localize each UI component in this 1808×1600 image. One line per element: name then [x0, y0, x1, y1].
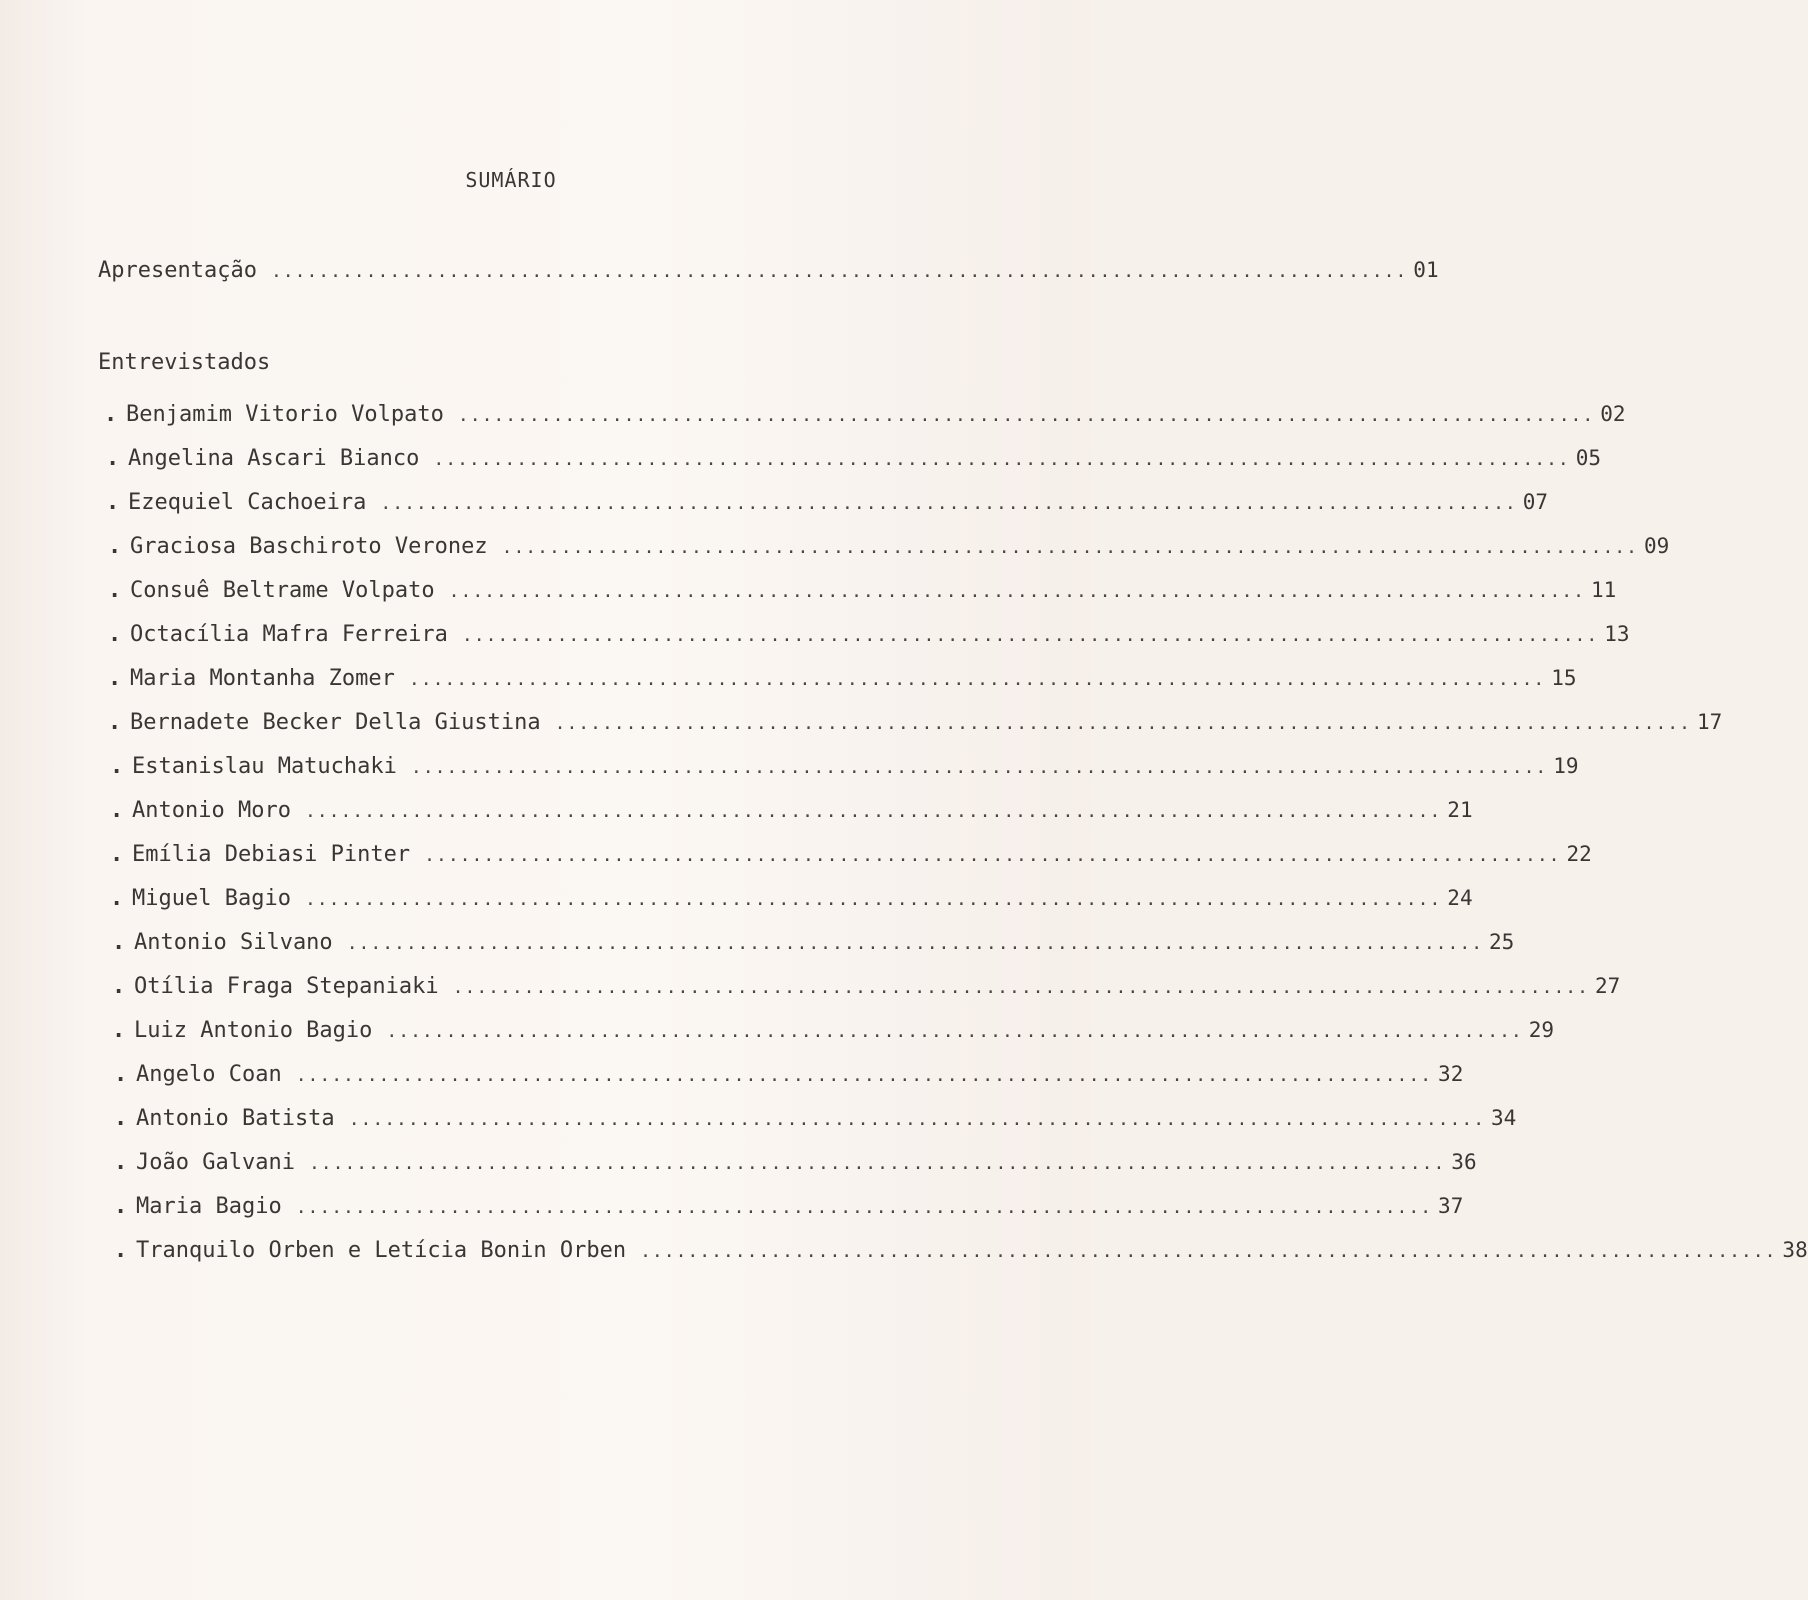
toc-page-number: 07 — [1522, 490, 1549, 514]
toc-page-number: 25 — [1489, 930, 1515, 954]
toc-page-number: 38 — [1782, 1238, 1808, 1262]
toc-entry-label: Angelo Coan — [136, 1062, 282, 1087]
bullet: . — [110, 798, 124, 823]
dot-leader: ................................................................................................ — [295, 1065, 1433, 1086]
bullet: . — [112, 1018, 126, 1043]
toc-page-number: 05 — [1575, 446, 1602, 470]
bullet: . — [104, 402, 118, 427]
toc-entry-label: Antonio Silvano — [134, 930, 333, 955]
toc-entry — [114, 1194, 1464, 1219]
toc-entry-label: Graciosa Baschiroto Veronez — [130, 534, 488, 559]
dot-leader: ................................................................................................ — [304, 801, 1442, 822]
dot-leader: ................................................................................................ — [408, 669, 1546, 690]
toc-entry — [112, 1018, 1555, 1043]
bullet: . — [112, 930, 126, 955]
toc-page-number: 01 — [1413, 258, 1439, 282]
toc-page-number: 15 — [1551, 666, 1577, 690]
dot-leader: ................................................................................................ — [295, 1197, 1433, 1218]
toc-entry — [110, 886, 1473, 911]
bullet: . — [110, 754, 124, 779]
toc-entry-label: Antonio Moro — [132, 798, 291, 823]
dot-leader: ................................................................................................ — [424, 845, 1561, 866]
toc-entry-label: Benjamim Vitorio Volpato — [126, 402, 444, 427]
toc-page-number: 21 — [1447, 798, 1473, 822]
page-title: SUMÁRIO — [465, 168, 557, 192]
toc-page-number: 09 — [1643, 534, 1670, 558]
bullet: . — [108, 710, 122, 735]
toc-entry-label: Maria Bagio — [136, 1194, 282, 1219]
toc-entry — [110, 754, 1579, 779]
dot-leader: ................................................................................................ — [380, 493, 1517, 514]
toc-entry — [108, 534, 1670, 559]
dot-leader: ................................................................................................ — [640, 1241, 1777, 1262]
toc-entry — [114, 1150, 1477, 1175]
bullet: . — [114, 1238, 128, 1263]
dot-leader: ................................................................................................ — [452, 977, 1589, 998]
dot-leader: ................................................................................................ — [501, 537, 1638, 558]
toc-entry-label: Apresentação — [98, 258, 257, 283]
toc-entry — [112, 930, 1515, 955]
toc-page-number: 29 — [1528, 1018, 1555, 1042]
toc-entry — [108, 666, 1577, 691]
bullet: . — [106, 490, 120, 515]
toc-entry-label: Angelina Ascari Bianco — [128, 446, 420, 471]
bullet: . — [110, 842, 124, 867]
bullet: . — [110, 886, 124, 911]
toc-entry-label: Antonio Batista — [136, 1106, 335, 1131]
toc-page-number: 24 — [1447, 886, 1473, 910]
dot-leader: ................................................................................................ — [433, 449, 1570, 470]
dot-leader: ................................................................................................ — [348, 1109, 1486, 1130]
bullet: . — [112, 974, 126, 999]
toc-entry-label: Otília Fraga Stepaniaki — [134, 974, 439, 999]
toc-entry — [114, 1238, 1808, 1263]
toc-entry — [108, 578, 1617, 603]
toc-page-number: 22 — [1566, 842, 1592, 866]
toc-entry-label: Consuê Beltrame Volpato — [130, 578, 435, 603]
toc-entry-label: João Galvani — [136, 1150, 295, 1175]
bullet: . — [106, 446, 120, 471]
section-heading: Entrevistados — [98, 350, 271, 375]
toc-entry-label: Luiz Antonio Bagio — [134, 1018, 373, 1043]
toc-entry — [106, 490, 1549, 515]
dot-leader: ................................................................................................ — [554, 713, 1691, 734]
bullet: . — [108, 534, 122, 559]
toc-entry-label: Emília Debiasi Pinter — [132, 842, 411, 867]
toc-page-number: 32 — [1438, 1062, 1464, 1086]
toc-entry — [104, 402, 1626, 427]
dot-leader: ................................................................................................ — [386, 1021, 1523, 1042]
bullet: . — [108, 666, 122, 691]
toc-entry — [108, 710, 1723, 735]
toc-entry-label: Ezequiel Cachoeira — [128, 490, 367, 515]
dot-leader: ................................................................................................ — [448, 581, 1585, 602]
bullet: . — [114, 1062, 128, 1087]
toc-entry-label: Octacília Mafra Ferreira — [130, 622, 448, 647]
toc-page-number: 13 — [1604, 622, 1630, 646]
dot-leader: ................................................................................................ — [410, 757, 1548, 778]
toc-page-number: 02 — [1600, 402, 1626, 426]
dot-leader: ................................................................................................ — [457, 405, 1595, 426]
toc-entry — [106, 446, 1602, 471]
toc-entry — [110, 842, 1592, 867]
toc-page-number: 37 — [1438, 1194, 1464, 1218]
toc-page-number: 17 — [1696, 710, 1723, 734]
toc-entry — [110, 798, 1473, 823]
toc-page-number: 11 — [1590, 578, 1617, 602]
toc-entry-apresentacao — [98, 258, 1439, 283]
toc-page-number: 27 — [1594, 974, 1621, 998]
toc-entry — [114, 1062, 1464, 1087]
toc-page-number: 36 — [1451, 1150, 1477, 1174]
bullet: . — [108, 578, 122, 603]
bullet: . — [114, 1194, 128, 1219]
toc-entry-label: Miguel Bagio — [132, 886, 291, 911]
dot-leader: ................................................................................................ — [461, 625, 1599, 646]
toc-entry-label: Maria Montanha Zomer — [130, 666, 395, 691]
dot-leader: ................................................................................................ — [270, 261, 1408, 282]
bullet: . — [114, 1106, 128, 1131]
toc-page-number: 19 — [1553, 754, 1579, 778]
toc-entry — [112, 974, 1621, 999]
dot-leader: ................................................................................................ — [304, 889, 1442, 910]
bullet: . — [108, 622, 122, 647]
dot-leader: ................................................................................................ — [308, 1153, 1446, 1174]
toc-entry-label: Estanislau Matuchaki — [132, 754, 397, 779]
bullet: . — [114, 1150, 128, 1175]
toc-entry — [114, 1106, 1517, 1131]
toc-entry — [108, 622, 1630, 647]
toc-entry-label: Tranquilo Orben e Letícia Bonin Orben — [136, 1238, 627, 1263]
dot-leader: ................................................................................................ — [346, 933, 1484, 954]
toc-entry-label: Bernadete Becker Della Giustina — [130, 710, 541, 735]
toc-page-number: 34 — [1491, 1106, 1517, 1130]
